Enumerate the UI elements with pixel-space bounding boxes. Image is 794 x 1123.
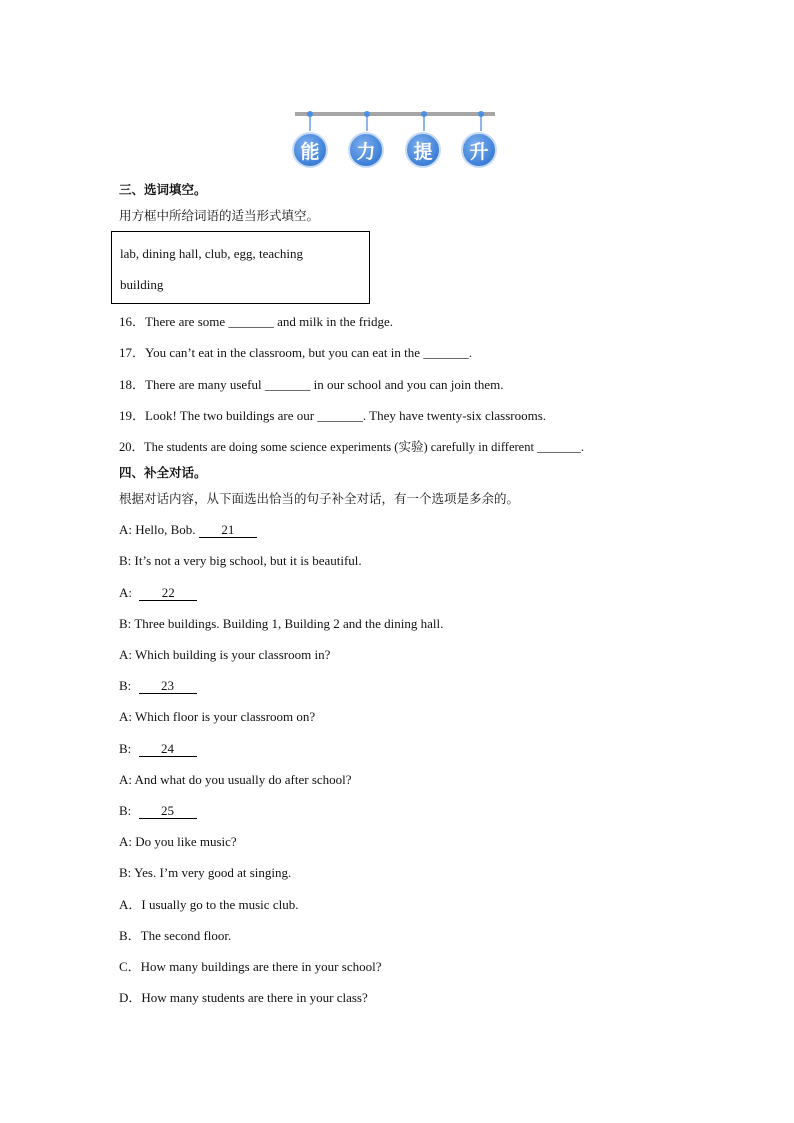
question-18 bbox=[119, 377, 504, 393]
answer-blank[interactable]: _______ bbox=[228, 314, 274, 329]
speaker: B: bbox=[119, 553, 132, 568]
question-number: 20． bbox=[119, 440, 145, 454]
dialogue-line bbox=[119, 522, 257, 538]
dialogue-line bbox=[119, 741, 197, 757]
answer-blank[interactable]: 21 bbox=[199, 523, 257, 538]
speaker: B: bbox=[119, 865, 132, 880]
dialogue-line bbox=[119, 803, 197, 819]
dialogue-line bbox=[119, 616, 443, 632]
option-d: D．How many students are there in your class? bbox=[119, 990, 368, 1005]
speaker: A: bbox=[119, 647, 132, 662]
banner-dot bbox=[364, 111, 370, 117]
dialogue-line bbox=[119, 647, 330, 663]
option-c: C．How many buildings are there in your school? bbox=[119, 959, 382, 974]
word-box bbox=[111, 231, 370, 304]
question-text: There are many useful bbox=[145, 377, 265, 392]
question-16 bbox=[119, 314, 393, 330]
speaker: B: bbox=[119, 678, 132, 693]
answer-blank[interactable]: _______ bbox=[317, 408, 363, 423]
banner-char-circle: 升 bbox=[461, 132, 497, 168]
section3-heading: 三、选词填空。 bbox=[119, 182, 207, 197]
question-number: 19． bbox=[119, 408, 146, 423]
banner-stem bbox=[423, 115, 425, 131]
dialogue-line bbox=[119, 772, 352, 788]
banner-char-circle: 能 bbox=[292, 132, 328, 168]
word-box-line: lab, dining hall, club, egg, teaching bbox=[120, 246, 304, 261]
dialogue-text: It’s not a very big school, but it is beautiful. bbox=[134, 553, 362, 568]
question-text: Look! The two buildings are our bbox=[145, 408, 318, 423]
option-a: A．I usually go to the music club. bbox=[119, 897, 299, 912]
answer-blank[interactable]: _______ bbox=[537, 440, 581, 454]
speaker: A: bbox=[119, 772, 132, 787]
section4-instruction: 根据对话内容，从下面选出恰当的句子补全对话，有一个选项是多余的。 bbox=[119, 491, 520, 506]
speaker: B: bbox=[119, 616, 132, 631]
speaker: A: bbox=[119, 709, 132, 724]
banner-stem bbox=[366, 115, 368, 131]
question-text: . They have twenty-six classrooms. bbox=[362, 408, 547, 423]
question-text: . bbox=[580, 440, 584, 454]
answer-blank[interactable]: 22 bbox=[139, 586, 197, 601]
speaker: A: bbox=[119, 522, 132, 537]
banner-stem bbox=[480, 115, 482, 131]
question-number: 17． bbox=[119, 345, 146, 360]
speaker: B: bbox=[119, 741, 132, 756]
dialogue-text: Which building is your classroom in? bbox=[135, 647, 331, 662]
banner-char-circle: 提 bbox=[405, 132, 441, 168]
dialogue-line bbox=[119, 865, 291, 881]
answer-blank[interactable]: 24 bbox=[139, 742, 197, 757]
dialogue-line bbox=[119, 678, 197, 694]
speaker: A: bbox=[119, 834, 132, 849]
dialogue-text: Three buildings. Building 1, Building 2 and the dining hall. bbox=[134, 616, 444, 631]
ability-banner bbox=[292, 108, 502, 168]
banner-stem bbox=[309, 115, 311, 131]
section3-instruction: 用方框中所给词语的适当形式填空。 bbox=[119, 208, 320, 223]
dialogue-text: Do you like music? bbox=[135, 834, 237, 849]
question-text: in our school and you can join them. bbox=[310, 377, 504, 392]
answer-blank[interactable]: 23 bbox=[139, 679, 197, 694]
banner-bar bbox=[295, 112, 495, 116]
word-box-line: building bbox=[120, 277, 164, 292]
question-20 bbox=[119, 439, 584, 455]
banner-dot bbox=[421, 111, 427, 117]
dialogue-text: Yes. I’m very good at singing. bbox=[134, 865, 292, 880]
dialogue-line bbox=[119, 709, 315, 725]
question-number: 16． bbox=[119, 314, 146, 329]
dialogue-text: Hello, Bob. bbox=[135, 522, 199, 537]
banner-char-circle: 力 bbox=[348, 132, 384, 168]
question-19 bbox=[119, 408, 546, 424]
question-text: You can’t eat in the classroom, but you can eat in the bbox=[145, 345, 424, 360]
question-text: and milk in the fridge. bbox=[273, 314, 394, 329]
dialogue-text: And what do you usually do after school? bbox=[134, 772, 352, 787]
banner-dot bbox=[478, 111, 484, 117]
speaker: B: bbox=[119, 803, 132, 818]
dialogue-text: Which floor is your classroom on? bbox=[135, 709, 316, 724]
dialogue-line bbox=[119, 585, 197, 601]
speaker: A: bbox=[119, 585, 132, 600]
question-number: 18． bbox=[119, 377, 146, 392]
section4-heading: 四、补全对话。 bbox=[119, 465, 207, 480]
question-text: There are some bbox=[145, 314, 229, 329]
question-text: The students are doing some science experiments (实验) carefully in different bbox=[144, 440, 538, 454]
question-17 bbox=[119, 345, 472, 361]
answer-blank[interactable]: _______ bbox=[264, 377, 311, 392]
dialogue-line bbox=[119, 553, 362, 569]
answer-blank[interactable]: _______ bbox=[423, 345, 469, 360]
dialogue-line bbox=[119, 834, 237, 850]
option-b: B．The second floor. bbox=[119, 928, 232, 943]
answer-blank[interactable]: 25 bbox=[139, 804, 197, 819]
question-text: . bbox=[468, 345, 473, 360]
banner-dot bbox=[307, 111, 313, 117]
